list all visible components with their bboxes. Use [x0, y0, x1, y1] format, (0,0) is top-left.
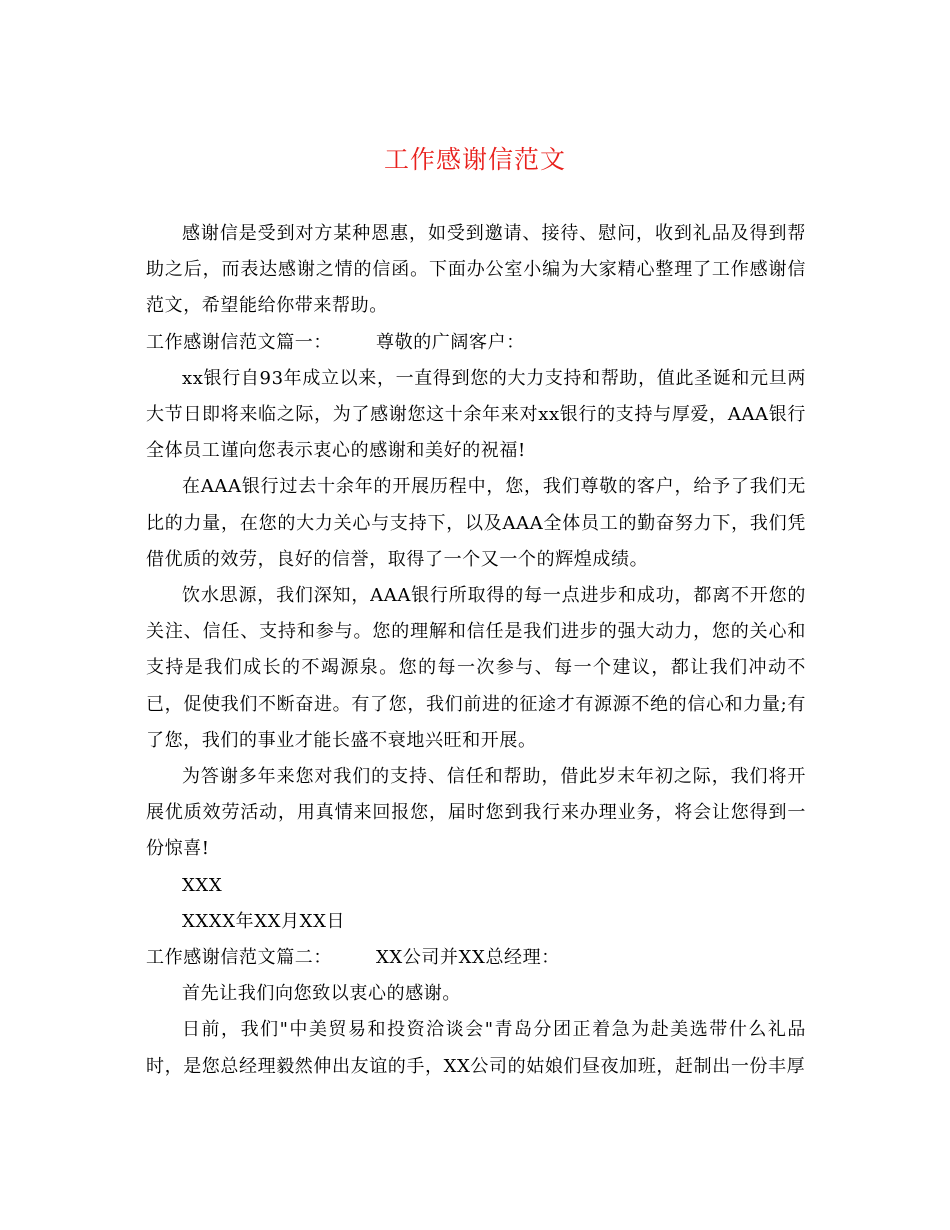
document-title: 工作感谢信范文: [383, 145, 566, 174]
letter-two-paragraph-1: 首先让我们向您致以衷心的感谢。: [182, 983, 461, 1005]
letter-one-paragraph-2: 在AAA银行过去十余年的开展历程中，您，我们尊敬的客户，给予了我们无比的力量，在您的大力关心与支持下，以及AAA全体员工的勤奋努力下，我们凭借优质的效劳，良好的信誉，取得了一个又一个的辉煌成绩。: [146, 476, 806, 570]
letter-one-paragraph-4: 为答谢多年来您对我们的支持、信任和帮助，借此岁末年初之际，我们将开展优质效劳活动，用真情来回报您，届时您到我行来办理业务，将会让您得到一份惊喜!: [146, 766, 806, 860]
letter-one-signature: XXX: [182, 874, 223, 896]
letter-two-heading: [146, 940, 806, 976]
letter-one-heading: [146, 325, 806, 361]
letter-two-label: 工作感谢信范文篇二：: [146, 947, 332, 969]
letter-one-date: XXXX年XX月XX日: [182, 910, 346, 932]
letter-one-paragraph-1: xx银行自93年成立以来，一直得到您的大力支持和帮助，值此圣诞和元旦两大节日即将来临之际，为了感谢您这十余年来对xx银行的支持与厚爱，AAA银行全体员工谨向您表示衷心的感谢和美好的祝福!: [146, 367, 806, 462]
intro-paragraph: 感谢信是受到对方某种恩惠，如受到邀请、接待、慰问，收到礼品及得到帮助之后，而表达感谢之情的信函。下面办公室小编为大家精心整理了工作感谢信范文，希望能给你带来帮助。: [146, 223, 806, 317]
letter-two-paragraph-2: 日前，我们"中美贸易和投资洽谈会"青岛分团正着急为赴美选带什么礼品时，是您总经理毅然伸出友谊的手，XX公司的姑娘们昼夜加班，赶制出一份丰厚: [146, 1019, 806, 1077]
letter-one-paragraph-3: 饮水思源，我们深知，AAA银行所取得的每一点进步和成功，都离不开您的关注、信任、支持和参与。您的理解和信任是我们进步的强大动力，您的关心和支持是我们成长的不竭源泉。您的每一次参与、每一个建议，都让我们冲动不已，促使我们不断奋进。有了您，我们前进的征途才有源源不绝的信心和力量;有了您，我们的事业才能长盛不衰地兴旺和开展。: [146, 585, 806, 751]
document-body: [146, 216, 806, 1085]
letter-two-salutation: XX公司并XX总经理：: [376, 947, 560, 969]
letter-one-salutation: 尊敬的广阔客户：: [376, 331, 525, 353]
letter-one-label: 工作感谢信范文篇一：: [146, 331, 332, 353]
